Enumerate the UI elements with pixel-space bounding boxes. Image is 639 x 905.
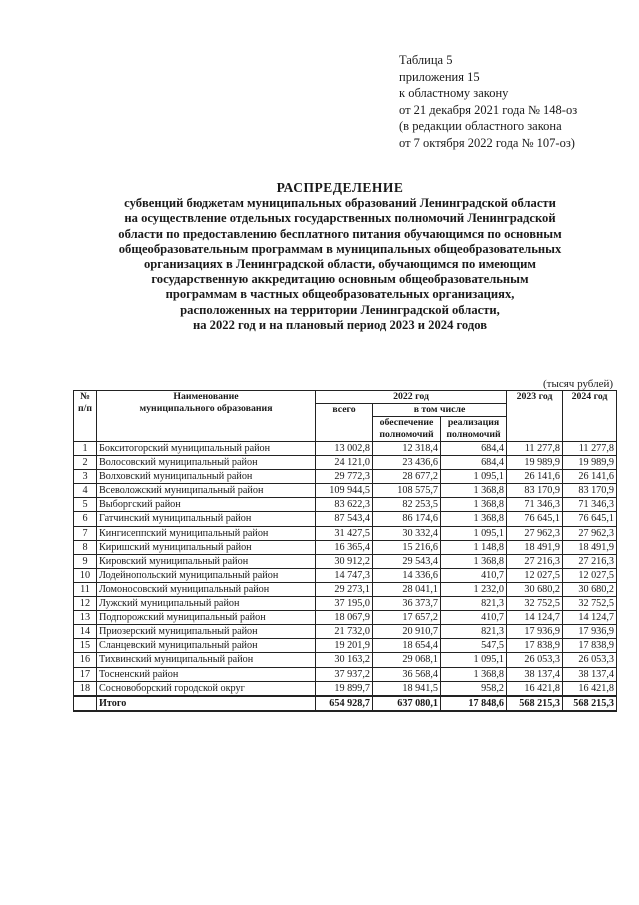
amount-2023: 38 137,4 xyxy=(507,667,563,681)
realization-2022: 1 368,8 xyxy=(441,667,507,681)
amount-2023: 11 277,8 xyxy=(507,442,563,456)
title-line: общеобразовательным программам в муниципальных общеобразовательных xyxy=(118,241,562,256)
header-line: к областному закону xyxy=(399,86,509,100)
realization-2022: 684,4 xyxy=(441,456,507,470)
total-2022: 16 365,4 xyxy=(316,540,373,554)
provision-2022: 18 654,4 xyxy=(373,639,441,653)
realization-2022: 1 232,0 xyxy=(441,582,507,596)
header-line: (в редакции областного закона xyxy=(399,119,562,133)
realization-2022: 410,7 xyxy=(441,611,507,625)
table-row xyxy=(74,625,617,639)
table-row xyxy=(74,568,617,582)
total-2022: 30 912,2 xyxy=(316,554,373,568)
realization-2022: 1 095,1 xyxy=(441,653,507,667)
row-number: 8 xyxy=(74,540,97,554)
municipality-name: Киришский муниципальный район xyxy=(97,540,316,554)
total-2022: 14 747,3 xyxy=(316,568,373,582)
table-row xyxy=(74,653,617,667)
total-2022: 31 427,5 xyxy=(316,526,373,540)
realization-2022: 1 368,8 xyxy=(441,554,507,568)
total-2022: 19 899,7 xyxy=(316,681,373,696)
total-2022: 13 002,8 xyxy=(316,442,373,456)
provision-2022: 17 657,2 xyxy=(373,611,441,625)
amount-2023: 26 141,6 xyxy=(507,470,563,484)
title-line: субвенций бюджетам муниципальных образований Ленинградской области xyxy=(124,196,556,211)
amount-2023: 17 936,9 xyxy=(507,625,563,639)
amount-2023: 12 027,5 xyxy=(507,568,563,582)
table-row xyxy=(74,667,617,681)
provision-2022: 18 941,5 xyxy=(373,681,441,696)
units-label: (тысяч рублей) xyxy=(543,378,614,390)
header-total: всего xyxy=(316,404,373,442)
realization-2022: 821,3 xyxy=(441,597,507,611)
realization-2022: 410,7 xyxy=(441,568,507,582)
row-number: 7 xyxy=(74,526,97,540)
amount-2024: 17 936,9 xyxy=(563,625,617,639)
total-row xyxy=(74,696,617,711)
row-number: 2 xyxy=(74,456,97,470)
title-line: на 2022 год и на плановый период 2023 и 2024 годов xyxy=(192,317,488,332)
amount-2024: 19 989,9 xyxy=(563,456,617,470)
total-2022: 109 944,5 xyxy=(316,484,373,498)
amount-2023: 32 752,5 xyxy=(507,597,563,611)
municipality-name: Кировский муниципальный район xyxy=(97,554,316,568)
realization-2022: 1 368,8 xyxy=(441,512,507,526)
amount-2024: 32 752,5 xyxy=(563,597,617,611)
municipality-name: Лодейнопольский муниципальный район xyxy=(97,568,316,582)
realization-2022: 547,5 xyxy=(441,639,507,653)
table-row xyxy=(74,484,617,498)
amount-2024: 30 680,2 xyxy=(563,582,617,596)
header-realization: реализация полномочий xyxy=(441,417,507,442)
provision-2022: 82 253,5 xyxy=(373,498,441,512)
header-line: приложения 15 xyxy=(399,69,480,84)
amount-2024: 26 053,3 xyxy=(563,653,617,667)
title-line: расположенных на территории Ленинградской области, xyxy=(180,302,500,317)
table-row xyxy=(74,470,617,484)
provision-2022: 86 174,6 xyxy=(373,512,441,526)
table-row xyxy=(74,611,617,625)
header-including: в том числе xyxy=(373,404,507,417)
amount-2024: 27 216,3 xyxy=(563,554,617,568)
row-number: 4 xyxy=(74,484,97,498)
municipality-name: Сосновоборский городской округ xyxy=(97,681,316,696)
title-main: РАСПРЕДЕЛЕНИЕ xyxy=(276,180,404,195)
realization-2022: 958,2 xyxy=(441,681,507,696)
amount-2024: 27 962,3 xyxy=(563,526,617,540)
grand-realization-2022: 17 848,6 xyxy=(441,696,507,711)
row-number: 5 xyxy=(74,498,97,512)
amount-2024: 12 027,5 xyxy=(563,568,617,582)
provision-2022: 23 436,6 xyxy=(373,456,441,470)
amount-2024: 14 124,7 xyxy=(563,611,617,625)
provision-2022: 28 041,1 xyxy=(373,582,441,596)
provision-2022: 29 068,1 xyxy=(373,653,441,667)
amount-2023: 16 421,8 xyxy=(507,681,563,696)
grand-total-2022: 654 928,7 xyxy=(316,696,373,711)
provision-2022: 20 910,7 xyxy=(373,625,441,639)
amount-2023: 19 989,9 xyxy=(507,456,563,470)
table-row xyxy=(74,681,617,696)
row-number: 9 xyxy=(74,554,97,568)
municipality-name: Волосовский муниципальный район xyxy=(97,456,316,470)
amount-2024: 38 137,4 xyxy=(563,667,617,681)
total-2022: 37 195,0 xyxy=(316,597,373,611)
header-line: Таблица 5 xyxy=(399,53,453,67)
amount-2023: 76 645,1 xyxy=(507,512,563,526)
total-2022: 19 201,9 xyxy=(316,639,373,653)
provision-2022: 28 677,2 xyxy=(373,470,441,484)
grand-provision-2022: 637 080,1 xyxy=(373,696,441,711)
amount-2023: 27 216,3 xyxy=(507,554,563,568)
grand-total-2023: 568 215,3 xyxy=(507,696,563,711)
amount-2023: 30 680,2 xyxy=(507,582,563,596)
total-2022: 83 622,3 xyxy=(316,498,373,512)
amount-2024: 16 421,8 xyxy=(563,681,617,696)
header-line: от 21 декабря 2021 года № 148-оз xyxy=(399,102,578,117)
provision-2022: 30 332,4 xyxy=(373,526,441,540)
total-2022: 18 067,9 xyxy=(316,611,373,625)
total-2022: 24 121,0 xyxy=(316,456,373,470)
table-row xyxy=(74,639,617,653)
table-row xyxy=(74,597,617,611)
provision-2022: 36 373,7 xyxy=(373,597,441,611)
table-row xyxy=(74,526,617,540)
amount-2023: 14 124,7 xyxy=(507,611,563,625)
header-provision: обеспечение полномочий xyxy=(373,417,441,442)
municipality-name: Бокситогорский муниципальный район xyxy=(97,442,316,456)
header-line: от 7 октября 2022 года № 107-оз) xyxy=(399,135,575,150)
realization-2022: 1 095,1 xyxy=(441,526,507,540)
total-2022: 87 543,4 xyxy=(316,512,373,526)
title-line: на осуществление отдельных государственных полномочий Ленинградской xyxy=(124,211,556,226)
row-number: 3 xyxy=(74,470,97,484)
realization-2022: 1 368,8 xyxy=(441,498,507,512)
row-number: 10 xyxy=(74,568,97,582)
municipality-name: Волховский муниципальный район xyxy=(97,470,316,484)
realization-2022: 1 368,8 xyxy=(441,484,507,498)
realization-2022: 821,3 xyxy=(441,625,507,639)
total-2022: 30 163,2 xyxy=(316,653,373,667)
amount-2023: 17 838,9 xyxy=(507,639,563,653)
provision-2022: 15 216,6 xyxy=(373,540,441,554)
row-number: 15 xyxy=(74,639,97,653)
provision-2022: 29 543,4 xyxy=(373,554,441,568)
title-line: области по предоставлению бесплатного питания обучающимся по основным xyxy=(118,226,562,241)
table-row xyxy=(74,540,617,554)
municipality-name: Тосненский район xyxy=(97,667,316,681)
row-number: 17 xyxy=(74,667,97,681)
row-number: 6 xyxy=(74,512,97,526)
realization-2022: 684,4 xyxy=(441,442,507,456)
total-row-number xyxy=(74,696,97,711)
amount-2023: 71 346,3 xyxy=(507,498,563,512)
header-year-2024: 2024 год xyxy=(563,391,617,442)
header-number: № п/п xyxy=(74,391,97,442)
provision-2022: 14 336,6 xyxy=(373,568,441,582)
provision-2022: 12 318,4 xyxy=(373,442,441,456)
row-number: 18 xyxy=(74,681,97,696)
municipality-name: Выборгский район xyxy=(97,498,316,512)
appendix-header xyxy=(399,52,634,151)
document-title xyxy=(40,180,639,333)
amount-2023: 27 962,3 xyxy=(507,526,563,540)
municipality-name: Подпорожский муниципальный район xyxy=(97,611,316,625)
title-line: программам в частных общеобразовательных организациях, xyxy=(165,287,515,302)
row-number: 12 xyxy=(74,597,97,611)
amount-2024: 83 170,9 xyxy=(563,484,617,498)
title-line: организациях в Ленинградской области, обучающимся по имеющим xyxy=(144,257,536,272)
amount-2023: 26 053,3 xyxy=(507,653,563,667)
total-2022: 21 732,0 xyxy=(316,625,373,639)
amount-2024: 18 491,9 xyxy=(563,540,617,554)
realization-2022: 1 148,8 xyxy=(441,540,507,554)
amount-2024: 11 277,8 xyxy=(563,442,617,456)
row-number: 1 xyxy=(74,442,97,456)
municipality-name: Гатчинский муниципальный район xyxy=(97,512,316,526)
municipality-name: Лужский муниципальный район xyxy=(97,597,316,611)
row-number: 16 xyxy=(74,653,97,667)
realization-2022: 1 095,1 xyxy=(441,470,507,484)
row-number: 14 xyxy=(74,625,97,639)
municipality-name: Сланцевский муниципальный район xyxy=(97,639,316,653)
total-2022: 29 772,3 xyxy=(316,470,373,484)
amount-2024: 26 141,6 xyxy=(563,470,617,484)
header-name: Наименование муниципального образования xyxy=(97,391,316,442)
table-row xyxy=(74,442,617,456)
municipality-name: Всеволожский муниципальный район xyxy=(97,484,316,498)
header-year-2022: 2022 год xyxy=(316,391,507,404)
municipality-name: Приозерский муниципальный район xyxy=(97,625,316,639)
amount-2023: 18 491,9 xyxy=(507,540,563,554)
row-number: 11 xyxy=(74,582,97,596)
amount-2023: 83 170,9 xyxy=(507,484,563,498)
title-line: государственную аккредитацию основным общеобразовательным xyxy=(151,272,529,287)
amount-2024: 17 838,9 xyxy=(563,639,617,653)
distribution-table xyxy=(73,390,617,712)
table-row xyxy=(74,512,617,526)
provision-2022: 36 568,4 xyxy=(373,667,441,681)
table-body xyxy=(74,442,617,711)
municipality-name: Ломоносовский муниципальный район xyxy=(97,582,316,596)
amount-2024: 76 645,1 xyxy=(563,512,617,526)
total-label: Итого xyxy=(97,696,316,711)
table-row xyxy=(74,582,617,596)
total-2022: 37 937,2 xyxy=(316,667,373,681)
table-row xyxy=(74,554,617,568)
table-row xyxy=(74,456,617,470)
amount-2024: 71 346,3 xyxy=(563,498,617,512)
grand-total-2024: 568 215,3 xyxy=(563,696,617,711)
total-2022: 29 273,1 xyxy=(316,582,373,596)
municipality-name: Кингисеппский муниципальный район xyxy=(97,526,316,540)
provision-2022: 108 575,7 xyxy=(373,484,441,498)
row-number: 13 xyxy=(74,611,97,625)
municipality-name: Тихвинский муниципальный район xyxy=(97,653,316,667)
table-row xyxy=(74,498,617,512)
header-year-2023: 2023 год xyxy=(507,391,563,442)
